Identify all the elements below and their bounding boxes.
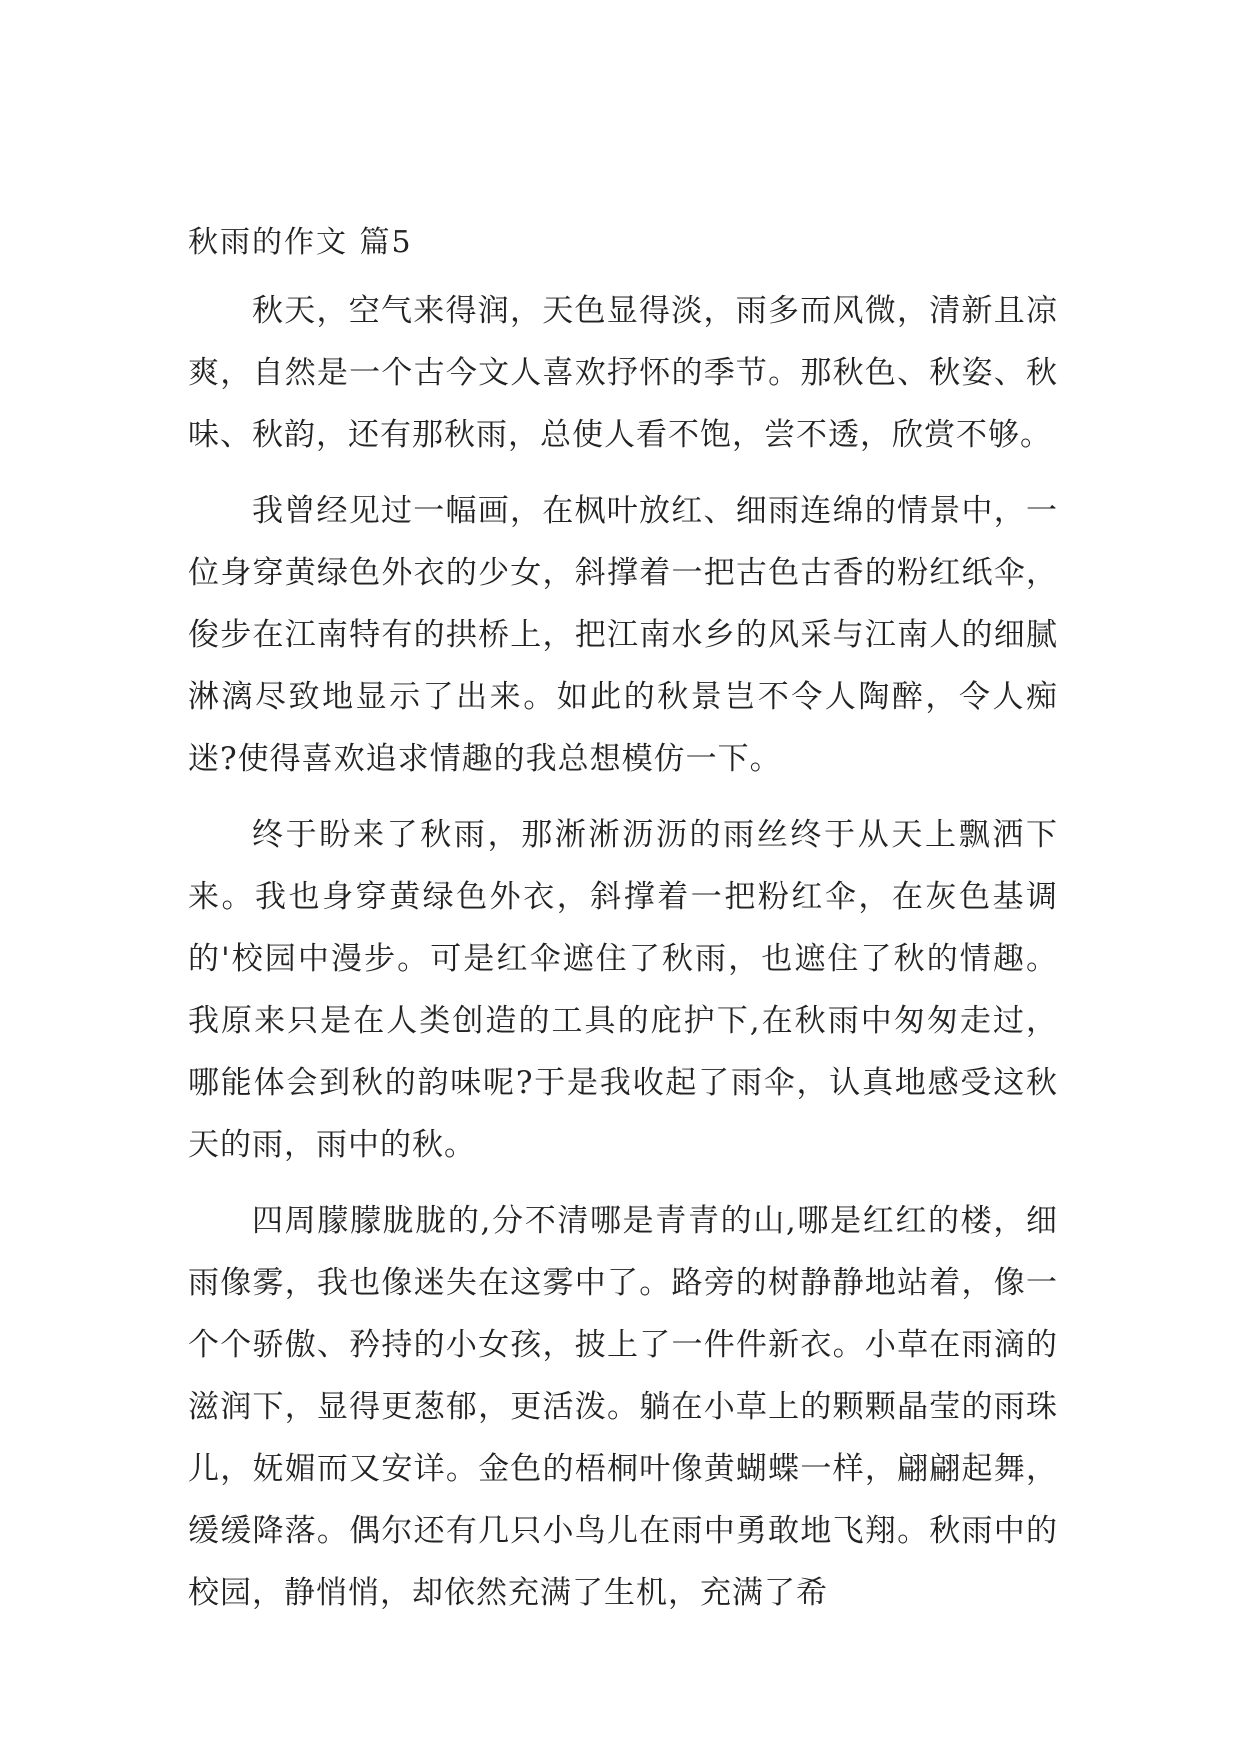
- document-body: [188, 280, 1058, 1638]
- paragraph-1: 秋天，空气来得润，天色显得淡，雨多而风微，清新且凉爽，自然是一个古今文人喜欢抒怀的季节。那秋色、秋姿、秋味、秋韵，还有那秋雨，总使人看不饱，尝不透，欣赏不够。: [188, 293, 1058, 453]
- paragraph-3: 终于盼来了秋雨，那淅淅沥沥的雨丝终于从天上飘洒下来。我也身穿黄绿色外衣，斜撑着一把粉红伞，在灰色基调的'校园中漫步。可是红伞遮住了秋雨，也遮住了秋的情趣。我原来只是在人类创造的工具的庇护下,在秋雨中匆匆走过，哪能体会到秋的韵味呢?于是我收起了雨伞，认真地感受这秋天的雨，雨中的秋。: [188, 817, 1058, 1163]
- paragraph-4: 四周朦朦胧胧的,分不清哪是青青的山,哪是红红的楼，细雨像雾，我也像迷失在这雾中了。路旁的树静静地站着，像一个个骄傲、矜持的小女孩，披上了一件件新衣。小草在雨滴的滋润下，显得更葱郁，更活泼。躺在小草上的颗颗晶莹的雨珠儿，妩媚而又安详。金色的梧桐叶像黄蝴蝶一样，翩翩起舞，缓缓降落。偶尔还有几只小鸟儿在雨中勇敢地飞翔。秋雨中的校园，静悄悄，却依然充满了生机，充满了希: [188, 1203, 1058, 1611]
- paragraph-2: 我曾经见过一幅画，在枫叶放红、细雨连绵的情景中，一位身穿黄绿色外衣的少女，斜撑着一把古色古香的粉红纸伞，俊步在江南特有的拱桥上，把江南水乡的风采与江南人的细腻淋漓尽致地显示了出来。如此的秋景岂不令人陶醉，令人痴迷?使得喜欢追求情趣的我总想模仿一下。: [188, 493, 1058, 777]
- document-title: 秋雨的作文 篇5: [188, 225, 413, 260]
